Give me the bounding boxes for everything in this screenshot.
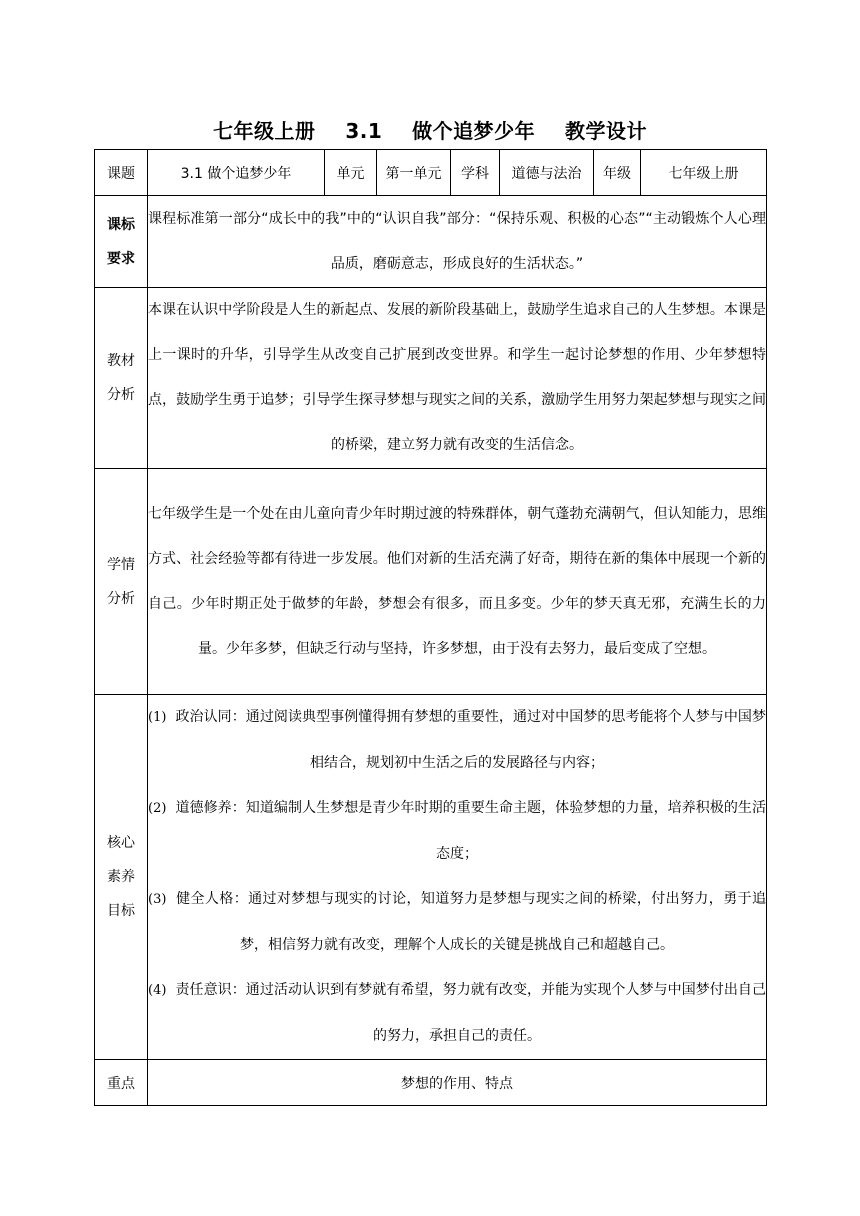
core-goal-number: (2): [148, 801, 167, 816]
textbook-analysis-text: 本课在认识中学阶段是人生的新起点、发展的新阶段基础上，鼓励学生追求自己的人生梦想。本课是上一课时的升华，引导学生从改变自己扩展到改变世界。和学生一起讨论梦想的作用、少年梦想特点，鼓励学生勇于追梦；引导学生探寻梦想与现实之间的关系，激励学生用努力架起梦想与现实之间的桥梁，建立努力就有改变的生活信念。: [148, 288, 767, 469]
core-goals-label-line2: 素养: [107, 869, 135, 885]
standards-row: [95, 196, 767, 288]
core-goals-label: [95, 695, 148, 1060]
core-goal-text: 责任意识：通过活动认识到有梦就有希望，努力就有改变，并能为实现个人梦与中国梦付出自己的努力，承担自己的责任。: [175, 982, 766, 1044]
unit-value: 第一单元: [377, 150, 451, 196]
key-points-text: 梦想的作用、特点: [148, 1060, 767, 1106]
core-goal-item: [148, 968, 766, 1059]
standards-label: [95, 196, 148, 288]
core-goal-number: (3): [148, 892, 167, 907]
label-grade: 年级: [594, 150, 641, 196]
textbook-analysis-label-line2: 分析: [107, 387, 135, 403]
lesson-plan-table: [94, 149, 767, 1106]
core-goal-number: (4): [148, 983, 167, 998]
core-goal-item: [148, 877, 766, 968]
standards-label-line2: 要求: [107, 250, 135, 267]
textbook-analysis-label-line1: 教材: [107, 353, 135, 369]
core-goals-list: [148, 695, 767, 1060]
student-analysis-row: [95, 469, 767, 695]
label-unit: 单元: [325, 150, 377, 196]
core-goals-label-line1: 核心: [107, 835, 135, 851]
standards-label-line1: 课标: [107, 216, 135, 233]
core-goal-text: 政治认同：通过阅读典型事例懂得拥有梦想的重要性，通过对中国梦的思考能将个人梦与中国梦相结合，规划初中生活之后的发展路径与内容；: [175, 709, 766, 771]
student-analysis-text: 七年级学生是一个处在由儿童向青少年时期过渡的特殊群体，朝气蓬勃充满朝气，但认知能力，思维方式、社会经验等都有待进一步发展。他们对新的生活充满了好奇，期待在新的集体中展现一个新的自己。少年时期正处于做梦的年龄，梦想会有很多，而且多变。少年的梦天真无邪，充满生长的力量。少年多梦，但缺乏行动与坚持，许多梦想，由于没有去努力，最后变成了空想。: [148, 469, 767, 695]
student-analysis-label: [95, 469, 148, 695]
header-row: [95, 150, 767, 196]
standards-text: 课程标准第一部分“成长中的我”中的“认识自我”部分：“保持乐观、积极的心态”“主动锻炼个人心理品质，磨砺意志，形成良好的生活状态。”: [148, 196, 767, 288]
subject-value: 道德与法治: [500, 150, 594, 196]
key-points-label: 重点: [95, 1060, 148, 1106]
textbook-analysis-row: [95, 288, 767, 469]
grade-value: 七年级上册: [641, 150, 767, 196]
label-subject: 学科: [451, 150, 500, 196]
student-analysis-label-line1: 学情: [107, 556, 135, 573]
core-goal-number: (1): [148, 710, 167, 725]
core-goal-item: [148, 786, 766, 877]
core-goal-item: [148, 695, 766, 786]
core-goals-label-line3: 目标: [107, 903, 135, 919]
core-goal-text: 健全人格：通过对梦想与现实的讨论，知道努力是梦想与现实之间的桥梁，付出努力，勇于追梦，相信努力就有改变，理解个人成长的关键是挑战自己和超越自己。: [176, 891, 767, 953]
label-topic: 课题: [95, 150, 148, 196]
core-goal-text: 道德修养：知道编制人生梦想是青少年时期的重要生命主题，体验梦想的力量，培养积极的生活态度；: [175, 800, 766, 862]
textbook-analysis-label: [95, 288, 148, 469]
page-title: 七年级上册 3.1 做个追梦少年 教学设计: [213, 119, 647, 143]
student-analysis-label-line2: 分析: [107, 590, 135, 607]
topic-value: 3.1 做个追梦少年: [148, 150, 325, 196]
core-goals-row: [95, 695, 767, 1060]
key-points-row: [95, 1060, 767, 1106]
